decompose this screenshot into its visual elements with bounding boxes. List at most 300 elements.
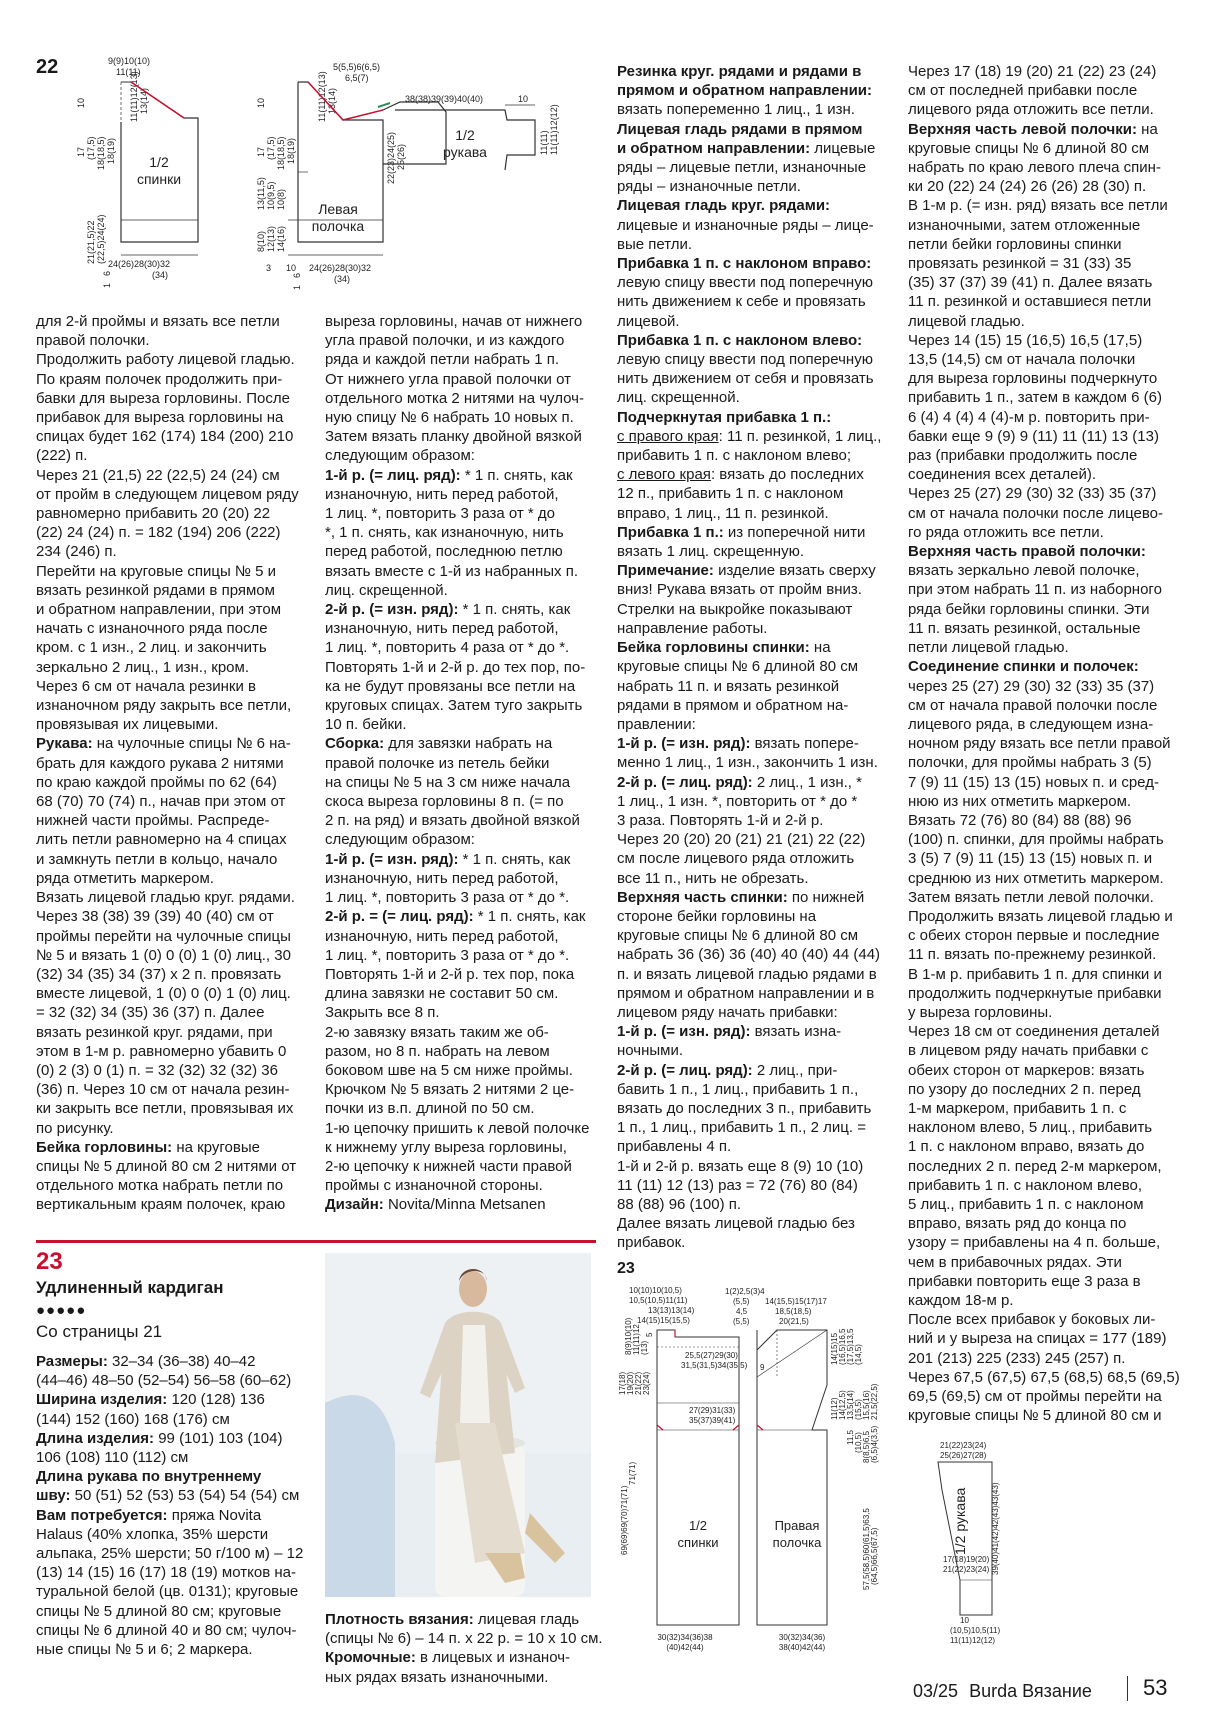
text-line	[617, 753, 897, 772]
line-text: почки из в.п. длиной по 50 см.	[325, 1100, 535, 1118]
line-text: провязать резинкой = 31 (33) 35	[908, 255, 1132, 273]
d23-sleeve-label: 1/2 рукава	[952, 1487, 968, 1555]
text-line	[908, 907, 1188, 926]
text-line	[617, 734, 897, 753]
line-text: петли лицевой гладью.	[908, 639, 1069, 657]
text-line	[908, 196, 1188, 215]
bold-term: Вам потребуется:	[36, 1506, 168, 1524]
text-line	[908, 1253, 1188, 1272]
text-line	[908, 523, 1188, 542]
text-line	[908, 331, 1188, 350]
diagram-22-sleeve	[385, 75, 575, 185]
bold-term: Бейка горловины:	[36, 1138, 173, 1156]
text-line	[908, 292, 1188, 311]
bold-term: Подчеркнутая прибавка 1 п.:	[617, 408, 832, 426]
line-text: через 25 (27) 29 (30) 32 (33) 35 (37)	[908, 677, 1155, 695]
text-line	[325, 1648, 605, 1667]
line-text: для 2-й проймы и вязать все петли	[36, 313, 280, 330]
d23-sleeve-bottom-a: 10	[960, 1616, 969, 1625]
line-text: для выреза горловины подчеркнуто	[908, 370, 1158, 388]
front-left-e: 18(19)	[286, 137, 296, 164]
text-line	[617, 1003, 897, 1022]
text-line	[325, 350, 597, 369]
line-text: на	[1137, 120, 1158, 138]
d23-front-right-d: (14,5)	[854, 1344, 863, 1365]
text-line	[36, 1390, 316, 1409]
section-23-number: 23	[36, 1248, 63, 1275]
text-line	[36, 1410, 316, 1429]
front-bottom-b: 10	[286, 263, 297, 273]
front-right-a: 11(11)12(13)	[317, 71, 327, 122]
text-line	[908, 408, 1188, 427]
text-line	[325, 446, 597, 465]
line-text: 7 (9) 11 (15) 13 (15) новых п. и сред-	[908, 773, 1159, 791]
line-text: правой полочки.	[36, 332, 150, 350]
front-left-h: 14(16)	[276, 225, 286, 252]
back-left-h: 6	[102, 270, 112, 276]
text-line	[36, 312, 308, 331]
line-text: в лицевом ряду начать прибавки с	[908, 1042, 1149, 1060]
text-line	[908, 1099, 1188, 1118]
text-line	[325, 1668, 605, 1687]
front-bottom-d: (34)	[333, 274, 351, 284]
text-line	[908, 504, 1188, 523]
text-line	[325, 1629, 605, 1648]
text-line	[908, 158, 1188, 177]
line-text: (35) 37 (37) 39 (41) п. Далее вязать	[908, 274, 1153, 292]
text-line	[617, 811, 897, 830]
text-line	[617, 484, 897, 503]
line-text: в лицевых и изнаноч-	[415, 1649, 571, 1667]
text-line	[325, 523, 597, 542]
line-text: направление работы.	[617, 619, 768, 637]
line-text: 13,5 (14,5) см от начала полочки	[908, 351, 1136, 369]
line-text: прибавок.	[617, 1234, 686, 1252]
text-line	[908, 81, 1188, 100]
line-text: лить петли равномерно на 4 спицах	[36, 831, 287, 849]
text-line	[36, 696, 308, 715]
text-line	[36, 1119, 308, 1138]
line-text: изнаночную, нить перед работой,	[325, 927, 559, 945]
back-left-g: (22,5)24(24)	[96, 214, 106, 264]
back-bottom-b: (34)	[151, 270, 169, 280]
d23-back-bottom-a: 30(32)34(36)38	[657, 1633, 713, 1642]
line-text: пряжа Novita	[167, 1506, 262, 1524]
line-text: для завязки набрать на	[384, 735, 553, 753]
front-left-f: 8(10)	[256, 230, 266, 252]
line-text: лицевой.	[617, 312, 680, 330]
text-line	[617, 1118, 897, 1137]
line-text: Через 20 (20) 20 (21) 21 (21) 22 (22)	[617, 831, 866, 849]
line-text: круговые спицы № 6 длиной 80 см	[617, 658, 859, 676]
line-text: 120 (128) 136	[167, 1391, 265, 1409]
text-line	[36, 370, 308, 389]
line-text: спицы № 5 длиной 80 см 2 нитями от	[36, 1157, 297, 1175]
text-line	[325, 542, 597, 561]
line-text: кром. с 1 изн., 2 лиц. и закончить	[36, 639, 267, 657]
front-bottom-a: 3	[266, 263, 272, 273]
from-page: Со страницы 21	[36, 1322, 163, 1341]
text-line	[617, 1041, 897, 1060]
line-text: вязать резинкой рядами в прямом	[36, 581, 275, 599]
col1-bottom-content	[36, 1352, 316, 1659]
line-text: В 1-м р. (= изн. ряд) вязать все петли	[908, 197, 1168, 215]
text-line	[36, 1486, 316, 1505]
text-line	[325, 1080, 597, 1099]
text-line	[617, 677, 897, 696]
line-text: на круговые	[172, 1138, 260, 1156]
text-line	[36, 1640, 316, 1659]
text-line	[36, 677, 308, 696]
line-text: прибавить 1 п., затем в каждом 6 (6)	[908, 389, 1163, 407]
text-line	[36, 1525, 316, 1544]
line-text: Далее вязать лицевой гладью без	[617, 1215, 855, 1233]
text-line	[908, 484, 1188, 503]
sleeve-top-a: 38(38)39(39)40(40)	[405, 94, 484, 104]
magazine-name: Burda Вязание	[969, 1681, 1092, 1701]
text-line	[325, 946, 597, 965]
line-text: лицевые	[810, 139, 876, 157]
text-line	[908, 1041, 1188, 1060]
text-line	[36, 658, 308, 677]
line-text: Через 38 (38) 39 (39) 40 (40) см от	[36, 908, 274, 926]
line-text: 1 лиц. *, повторить 4 раза от * до *.	[325, 639, 570, 657]
bold-term: Верхняя часть левой полочки:	[908, 120, 1137, 138]
line-text: вязать вместе с 1-й из набранных п.	[325, 562, 579, 580]
text-line	[908, 753, 1188, 772]
col1-top-content	[36, 312, 308, 1215]
underlined-term: с правого края	[617, 427, 719, 445]
d23-front-right-c: (17,5)13,5	[846, 1328, 855, 1365]
line-text: Затем вязать планку двойной вязкой	[325, 428, 582, 446]
line-text: 2-ю цепочку к нижней части правой	[325, 1157, 572, 1175]
text-line	[617, 273, 897, 292]
text-line	[36, 754, 308, 773]
d23-front-top-f: 18,5(18,5)	[775, 1307, 812, 1316]
text-line	[908, 580, 1188, 599]
line-text: (22) 24 (24) п. = 182 (194) 206 (222)	[36, 524, 281, 542]
text-line	[617, 869, 897, 888]
text-line	[36, 1563, 316, 1582]
line-text: В 1-м р. прибавить 1 п. для спинки и	[908, 965, 1162, 983]
line-text: на спицы № 5 на 3 см ниже начала	[325, 773, 571, 791]
line-text: следующим образом:	[325, 447, 475, 465]
line-text: рядами в прямом и обратном на-	[617, 696, 849, 714]
back-left-f: 21(21,5)22	[86, 220, 96, 264]
text-line	[908, 830, 1188, 849]
front-right-b: 13(14)	[327, 87, 337, 114]
line-text: Повторять 1-й и 2-й р. тех пор, пока	[325, 965, 575, 983]
line-text: = 32 (32) 34 (35) 36 (37) п. Далее	[36, 1004, 265, 1022]
text-line	[908, 273, 1188, 292]
line-text: петли бейки горловины спинки	[908, 235, 1122, 253]
text-line	[908, 619, 1188, 638]
line-text: и обратном направлении, при этом	[36, 601, 282, 619]
d23-back-label-2: спинки	[677, 1535, 719, 1550]
line-text: 2 лиц., 1 изн., *	[752, 773, 862, 791]
back-right-b: 13(14)	[139, 87, 149, 114]
line-text: прибавить 1 п. с наклоном влево;	[617, 447, 852, 465]
text-line	[908, 1003, 1188, 1022]
column-1-top	[36, 312, 308, 1215]
text-line	[325, 1157, 597, 1176]
text-line	[36, 389, 308, 408]
d23-front-right-m: 8(8,5)6,5	[862, 1430, 871, 1463]
d23-back-top-d: 14(15)15(15,5)	[637, 1316, 690, 1325]
text-line	[617, 830, 897, 849]
sleeve-right-b: 11(11)12(12)	[549, 104, 559, 155]
text-line	[325, 754, 597, 773]
line-text: 3 раза. Повторять 1-й и 2-й р.	[617, 811, 824, 829]
bold-term: Прибавка 1 п. с наклоном влево:	[617, 331, 863, 349]
line-text: изнаночными, затем отложенные	[908, 216, 1141, 234]
text-line	[325, 907, 597, 926]
line-text: 1 лиц. *, повторить 3 раза от * до *.	[325, 946, 570, 964]
text-line	[908, 734, 1188, 753]
line-text: Вязать лицевой гладью круг. рядами.	[36, 889, 295, 907]
line-text: на чулочные спицы № 6 на-	[92, 735, 291, 753]
text-line	[36, 850, 308, 869]
line-text: Через 21 (21,5) 22 (22,5) 24 (24) см	[36, 466, 280, 484]
text-line	[617, 312, 897, 331]
bold-term: Бейка горловины спинки:	[617, 639, 810, 657]
text-line	[325, 619, 597, 638]
text-line	[325, 389, 597, 408]
line-text: (44–46) 48–50 (52–54) 56–58 (60–62)	[36, 1372, 292, 1390]
text-line	[617, 235, 897, 254]
text-line	[36, 1157, 308, 1176]
line-text: 12 п., прибавить 1 п. с наклоном	[617, 485, 844, 503]
line-text: чем в прибавочных рядах. Эти	[908, 1253, 1122, 1271]
text-line	[908, 369, 1188, 388]
line-text: 1 лиц., 1 изн. *, повторить от * до *	[617, 792, 858, 810]
column-1-bottom	[36, 1352, 316, 1659]
text-line	[36, 811, 308, 830]
line-text: (спицы № 6) – 14 п. х 22 р. = 10 х 10 см.	[325, 1630, 603, 1648]
col2-top-content	[325, 312, 597, 1215]
text-line	[908, 465, 1188, 484]
text-line	[325, 562, 597, 581]
text-line	[617, 849, 897, 868]
text-line	[325, 466, 597, 485]
line-text: 10 п. бейки.	[325, 716, 407, 734]
bold-term: Соединение спинки и полочек:	[908, 658, 1139, 676]
text-line	[36, 542, 308, 561]
line-text: ряды – изнаночные петли.	[617, 178, 801, 196]
text-line	[908, 1349, 1188, 1368]
line-text: (32) 34 (35) 34 (37) х 2 п. провязать	[36, 965, 282, 983]
d23-back-mid-b: 31,5(31,5)34(35,5)	[681, 1361, 748, 1370]
bold-term: 2-й р. (= лиц. ряд):	[617, 1061, 753, 1079]
text-line	[908, 350, 1188, 369]
sleeve-right-a: 11(11)	[539, 130, 549, 155]
line-text: Продолжить работу лицевой гладью.	[36, 351, 295, 369]
line-text: ний и у выреза на спицах = 177 (189)	[908, 1330, 1167, 1348]
text-line	[617, 465, 897, 484]
text-line	[36, 1371, 316, 1390]
text-line	[36, 638, 308, 657]
text-line	[325, 869, 597, 888]
text-line	[908, 1272, 1188, 1291]
line-text: см после лицевого ряда отложить	[617, 850, 855, 868]
bold-term: 2-й р. (= изн. ряд):	[325, 601, 459, 619]
bold-term: Длина изделия:	[36, 1429, 155, 1447]
d23-back-left-g: 11(11)12	[632, 1324, 641, 1355]
text-line	[325, 965, 597, 984]
line-text: 2 лиц., при-	[752, 1061, 838, 1079]
line-text: провязывая их лицевыми.	[36, 716, 219, 734]
line-text: 1 лиц. *, повторить 3 раза от * до *.	[325, 889, 570, 907]
line-text: левую спицу ввести под поперечную	[617, 274, 873, 292]
line-text: отдельного мотка 2 нитями на чулоч-	[325, 389, 584, 407]
d23-back-left-h: (13)	[640, 1340, 649, 1355]
back-top-b: 11(11)	[116, 67, 141, 77]
text-line	[325, 1003, 597, 1022]
text-line	[617, 965, 897, 984]
line-text: равномерно прибавить 20 (20) 22	[36, 505, 271, 523]
text-line	[908, 561, 1188, 580]
sleeve-label-2: рукава	[443, 144, 487, 160]
text-line	[617, 139, 897, 158]
d23-sleeve-right-a: 39(40)41(42)42(43)43(43)	[991, 1482, 1000, 1575]
line-text: набрать 11 п. и вязать резинкой	[617, 677, 840, 695]
line-text: Стрелки на выкройке показывают	[617, 600, 853, 618]
line-text: каждом 18-м р.	[908, 1292, 1014, 1309]
d23-sleeve-bottom-b: (10,5)10,5(11)	[950, 1626, 1001, 1635]
line-text: 201 (213) 225 (233) 245 (257) п.	[908, 1349, 1126, 1367]
front-label-1: Левая	[318, 201, 358, 217]
d23-sleeve-top-b: 25(26)27(28)	[940, 1451, 987, 1460]
d23-sleeve-top-a: 21(22)23(24)	[940, 1441, 987, 1450]
d23-front-right-b: (16,5)16,5	[838, 1328, 847, 1365]
line-text: 1 лиц. *, повторить 3 раза от * до	[325, 505, 556, 523]
line-text: вязать 1 лиц. скрещенную.	[617, 543, 804, 561]
line-text: Через 6 см от начала резинки в	[36, 677, 256, 695]
back-label-1: 1/2	[149, 154, 169, 170]
line-text: менно 1 лиц., 1 изн., закончить 1 изн.	[617, 754, 878, 772]
text-line	[36, 562, 308, 581]
bold-term: 1-й р. (= изн. ряд):	[617, 735, 751, 753]
text-line	[617, 196, 897, 215]
text-line	[36, 1429, 316, 1448]
bold-term: Лицевая гладь круг. рядами:	[617, 197, 831, 215]
text-line	[908, 120, 1188, 139]
line-text: изнаночную, нить перед работой,	[325, 869, 559, 887]
d23-back-mid-d: 35(37)39(41)	[689, 1416, 736, 1425]
front-right-d: 25(26)	[396, 143, 406, 170]
text-line	[325, 1061, 597, 1080]
text-line	[908, 657, 1188, 676]
line-text: (100) п. спинки, для проймы набрать	[908, 831, 1164, 849]
line-text: п. и вязать лицевой гладью рядами в	[617, 965, 877, 983]
line-text: соединения всех деталей).	[908, 466, 1096, 484]
back-left-b: 17	[76, 146, 86, 157]
text-line	[325, 1099, 597, 1118]
line-text: Через 14 (15) 15 (16,5) 16,5 (17,5)	[908, 331, 1143, 349]
col3-content	[617, 62, 897, 1253]
bold-term: Кромочные:	[325, 1649, 416, 1667]
d23-sleeve-bottom-c: 11(11)12(12)	[950, 1636, 996, 1645]
line-text: 69,5 (69,5) см от проймы перейти на	[908, 1388, 1162, 1406]
line-text: полочки, для проймы набрать 3 (5)	[908, 754, 1152, 772]
line-text: см от начала полочки после лицево-	[908, 504, 1163, 522]
d23-front-right-l: (10,5)	[854, 1432, 863, 1453]
line-text: лицевого ряда, в следующем изна-	[908, 715, 1154, 733]
text-line	[325, 600, 597, 619]
line-text: Через 67,5 (67,5) 67,5 (68,5) 68,5 (69,5)	[908, 1368, 1180, 1386]
line-text: по краю каждой проймы по 62 (64)	[36, 773, 277, 791]
text-line	[908, 1022, 1188, 1041]
d23-back-left-f: 8(9)10(10)	[624, 1317, 633, 1355]
text-line	[617, 254, 897, 273]
bold-term: Сборка:	[325, 735, 385, 753]
front-right-c: 22(23)24(25)	[386, 131, 396, 184]
line-text: стороне бейки горловины на	[617, 907, 817, 925]
back-left-i: 1	[102, 282, 112, 288]
d23-front-right-i: 15,5(16)	[862, 1390, 871, 1420]
line-text: вертикальным краям полочек, краю	[36, 1196, 286, 1214]
bold-term: Верхняя часть спинки:	[617, 888, 788, 906]
line-text: 32–34 (36–38) 40–42	[107, 1353, 256, 1370]
text-line	[36, 1621, 316, 1640]
bold-term: Лицевая гладь рядами в прямом	[617, 120, 863, 138]
line-text: вместе лицевой, 1 (0) 0 (0) 1 (0) лиц.	[36, 985, 291, 1003]
line-text: разом, но 8 п. набрать на левом	[325, 1042, 550, 1060]
line-text: туральной белой (цв. 0131); круговые	[36, 1583, 299, 1601]
underlined-term: с левого края	[617, 466, 711, 484]
line-text: По краям полочек продолжить при-	[36, 370, 283, 388]
section-23-divider	[36, 1240, 596, 1243]
line-text: изнаночном ряду закрыть все петли,	[36, 697, 292, 715]
line-text: Novita/Minna Metsanen	[383, 1196, 546, 1214]
text-line	[908, 696, 1188, 715]
bold-term: Прибавка 1 п. с наклоном вправо:	[617, 255, 872, 273]
text-line	[36, 1099, 308, 1118]
text-line	[36, 946, 308, 965]
line-text: скоса выреза горловины 8 п. (= по	[325, 793, 564, 811]
text-line	[36, 1003, 308, 1022]
line-text: перед работой, последнюю петлю	[325, 543, 563, 561]
back-left-a: 10	[76, 97, 86, 108]
text-line	[617, 696, 897, 715]
text-line	[617, 350, 897, 369]
bold-term: 1-й р. (= изн. ряд):	[617, 1023, 751, 1041]
text-line	[908, 792, 1188, 811]
line-text: лицевом ряду начать прибавки:	[617, 1003, 838, 1021]
text-line	[36, 350, 308, 369]
line-text: спицы № 5 длиной 80 см; круговые	[36, 1602, 282, 1620]
line-text: лицевые и изнаночные ряды – лице-	[617, 216, 874, 234]
line-text: 234 (246) п.	[36, 543, 117, 561]
text-line	[617, 715, 897, 734]
line-text: 11 п. вязать резинкой, остальные	[908, 619, 1141, 637]
front-left-d: 18(18,5)	[276, 136, 286, 170]
text-line	[908, 139, 1188, 158]
text-line	[36, 446, 308, 465]
line-text: правлении:	[617, 715, 696, 733]
text-line	[325, 1023, 597, 1042]
line-text: Продолжить вязать лицевой гладью и	[908, 907, 1173, 925]
text-line	[617, 907, 897, 926]
line-text: лиц. скрещенной.	[325, 581, 448, 599]
text-line	[908, 62, 1188, 81]
text-line	[36, 869, 308, 888]
bold-term: Размеры:	[36, 1353, 108, 1370]
line-text: Перейти на круговые спицы № 5 и	[36, 562, 277, 580]
bold-term: Верхняя часть правой полочки:	[908, 543, 1146, 561]
text-line	[908, 888, 1188, 907]
bold-term: Длина рукава по внутреннему	[36, 1468, 262, 1486]
